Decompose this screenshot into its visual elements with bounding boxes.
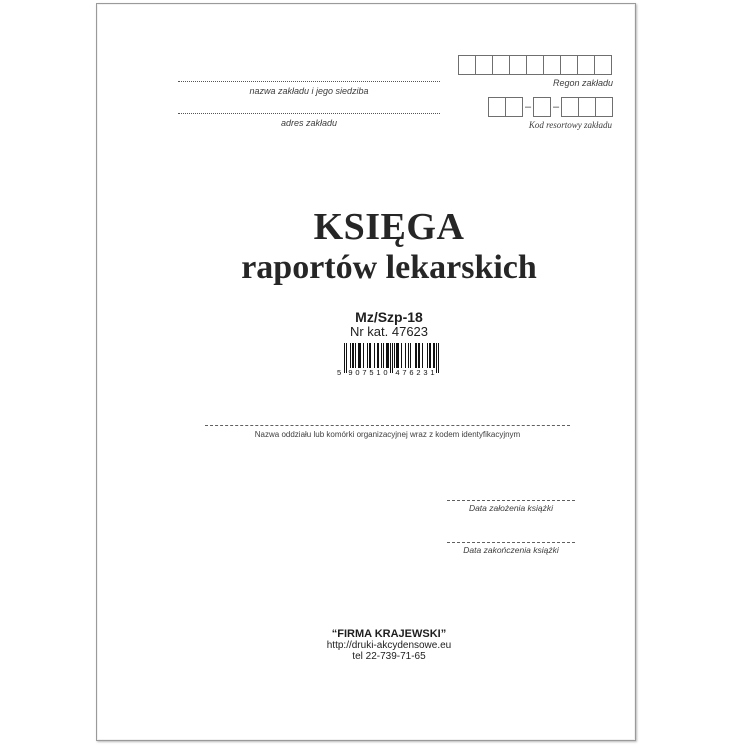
code-cell[interactable] [560,55,578,75]
department-line[interactable] [205,425,570,426]
footer-phone: tel 22-739-71-65 [352,651,426,662]
svg-text:1: 1 [376,368,381,377]
form-symbol: Mz/Szp-18 [355,309,423,325]
code-cell[interactable] [488,97,506,117]
date-opened-line[interactable] [447,500,575,501]
code-separator-dash: – [524,101,532,113]
code-cell[interactable] [505,97,523,117]
code-cell[interactable] [475,55,493,75]
code-cell[interactable] [533,97,551,117]
code-cell[interactable] [595,97,613,117]
code-cell[interactable] [509,55,527,75]
page-title: KSIĘGA [313,206,465,248]
svg-text:7: 7 [362,368,367,377]
code-cell[interactable] [492,55,510,75]
code-cell[interactable] [526,55,544,75]
institution-address-line[interactable] [178,113,440,114]
date-closed-line[interactable] [447,542,575,543]
page-subtitle: raportów lekarskich [241,249,537,286]
code-cell[interactable] [594,55,612,75]
institution-address-label: adres zakładu [280,118,338,128]
code-cell[interactable] [561,97,579,117]
form-page [96,3,636,741]
regon-label: Regon zakładu [552,78,613,88]
code-cell[interactable] [543,55,561,75]
code-cell[interactable] [578,97,596,117]
date-closed-label: Data zakończenia książki [463,545,559,555]
svg-text:7: 7 [402,368,407,377]
footer-website: http://druki-akcydensowe.eu [326,640,452,651]
svg-text:0: 0 [383,368,388,377]
svg-text:3: 3 [423,368,428,377]
institution-name-line[interactable] [178,81,440,82]
svg-text:4: 4 [395,368,400,377]
svg-text:5: 5 [369,368,374,377]
svg-text:2: 2 [416,368,421,377]
code-cell[interactable] [458,55,476,75]
svg-text:9: 9 [348,368,353,377]
code-separator-dash: – [552,101,560,113]
svg-text:0: 0 [355,368,360,377]
catalog-number: Nr kat. 47623 [349,324,429,339]
institution-name-label: nazwa zakładu i jego siedziba [249,86,369,96]
svg-text:5: 5 [337,368,342,377]
regon-grid[interactable] [458,55,612,75]
footer [142,628,636,662]
ministry-code-label: Kod resortowy zakładu [528,120,612,130]
footer-company: “FIRMA KRAJEWSKI” [331,628,447,640]
code-cell[interactable] [577,55,595,75]
svg-text:6: 6 [409,368,414,377]
date-opened-label: Data założenia książki [468,503,554,513]
svg-text:1: 1 [430,368,435,377]
department-line-label: Nazwa oddziału lub komórki organizacyjnej wraz z kodem identyfikacyjnym [254,430,521,439]
ministry-code-grid[interactable] [488,97,613,117]
barcode [336,343,440,378]
